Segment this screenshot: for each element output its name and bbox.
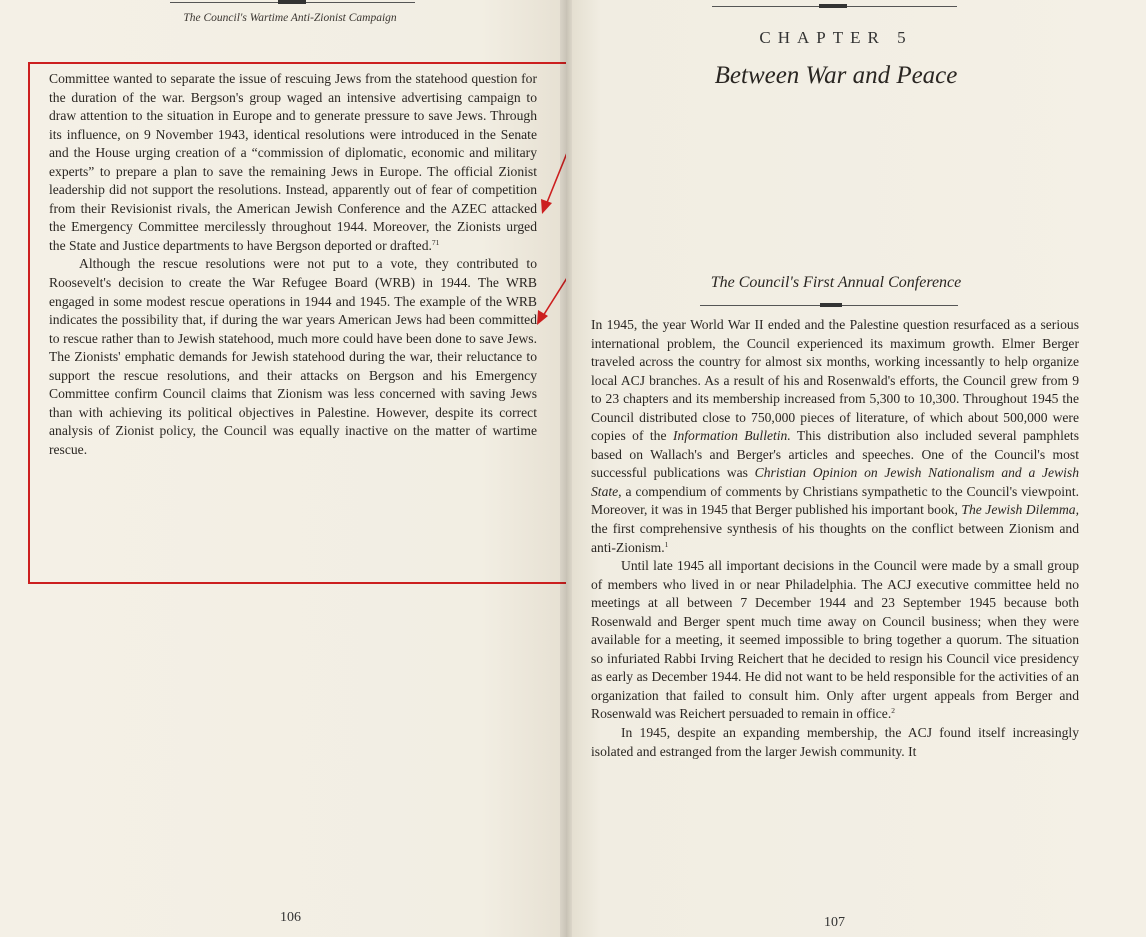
running-head: The Council's Wartime Anti-Zionist Campaign [183, 12, 397, 24]
right-paragraph-1: In 1945, the year World War II ended and the Palestine question resurfaced as a serious international problem, the Council experienced its maximum growth. Elmer Berger traveled across the country for almost six months, working incessantly to help organize local ACJ branches. As a result of his and Rosenwald's efforts, the Council grew from 9 to 23 chapters and its membership increased from 5,300 to 10,300. Throughout 1945 the Council distributed close to 750,000 pieces of literature, of which about 500,000 were copies of the Information Bulletin. This distribution also included several pamphlets based on Wallach's and Berger's articles and speeches. One of the Council's most successful publications was Christian Opinion on Jewish Nationalism and a Jewish State, a compendium of comments by Christians sympathetic to the Council's viewpoint. Moreover, it was in 1945 that Berger published his important book, The Jewish Dilemma, the first comprehensive synthesis of his thoughts on the conflict between Zionism and anti-Zionism.$^1$ [591, 317, 1079, 555]
right-paragraph-3: In 1945, despite an expanding membership, the ACJ found itself increasingly isolated and estranged from the larger Jewish community. It [591, 725, 1079, 759]
left-page [0, 0, 566, 937]
running-head-ornament [278, 0, 306, 4]
right-page [566, 0, 1146, 937]
chapter-label: CHAPTER 5 [759, 28, 913, 47]
page-number-left: 106 [280, 910, 301, 925]
section-ornament [820, 303, 842, 307]
footnote-ref: 2 [891, 706, 895, 716]
footnote-ref: 1 [664, 539, 669, 549]
left-paragraph-2: Although the rescue resolutions were not put to a vote, they contributed to Roosevelt's decision to create the War Refugee Board (WRB) in 1944. The WRB engaged in some modest rescue operations in 1944 and 1945. The example of the WRB indicates the possibility that, if during the war years American Jews had been committed to rescue rather than to Jewish statehood, much more could have been done to save Jews. The Zionists' emphatic demands for Jewish statehood during the war, their reluctance to support the rescue resolutions, and their attacks on Bergson and his Emergency Committee confirm Council claims that Zionism was less concerned with saving Jews than with achieving its political objectives in Palestine. However, despite its correct analysis of Zionist policy, the Council was equally inactive on the matter of wartime rescue. [49, 256, 537, 457]
footnote-ref: 71 [431, 237, 440, 247]
red-highlight-box [28, 62, 566, 584]
page-number-right: 107 [824, 915, 845, 930]
chapter-head-ornament [819, 4, 847, 8]
right-paragraph-2: Until late 1945 all important decisions in the Council were made by a small group of members who lived in or near Philadelphia. The ACJ executive committee held no meetings at all between 7 December 1944 and 23 September 1945 because both Rosenwald and Berger spent much time away on Council business; when they were available for a meeting, it seemed impossible to bring together a quorum. The situation so infuriated Rabbi Irving Reichert that he decided to resign his Council vice presidency as early as December 1944. He did not want to be held responsible for the activities of an organization that failed to consult him. Only after urgent appeals from Berger and Rosenwald was Reichert persuaded to remain in office.$^2$ [591, 558, 1079, 722]
section-title: The Council's First Annual Conference [710, 274, 962, 291]
book-gutter [560, 0, 572, 937]
right-body-text [591, 316, 1079, 761]
left-paragraph-1: Committee wanted to separate the issue of rescuing Jews from the statehood question for the duration of the war. Bergson's group waged an intensive advertising campaign to draw attention to the situation in Europe and to generate pressure to save Jews. Through its influence, on 9 November 1943, identical resolutions were introduced in the Senate and the House urging creation of a “commission of diplomatic, economic and military experts” to prepare a plan to save the remaining Jews in Europe. The official Zionist leadership did not support the resolutions. Instead, apparently out of fear of competition from their Revisionist rivals, the American Jewish Conference and the AZEC attacked the Emergency Committee mercilessly throughout 1944. Moreover, the Zionists urged the State and Justice departments to have Bergson deported or drafted.$^{71}$ [49, 71, 537, 253]
chapter-title: Between War and Peace [714, 62, 958, 89]
